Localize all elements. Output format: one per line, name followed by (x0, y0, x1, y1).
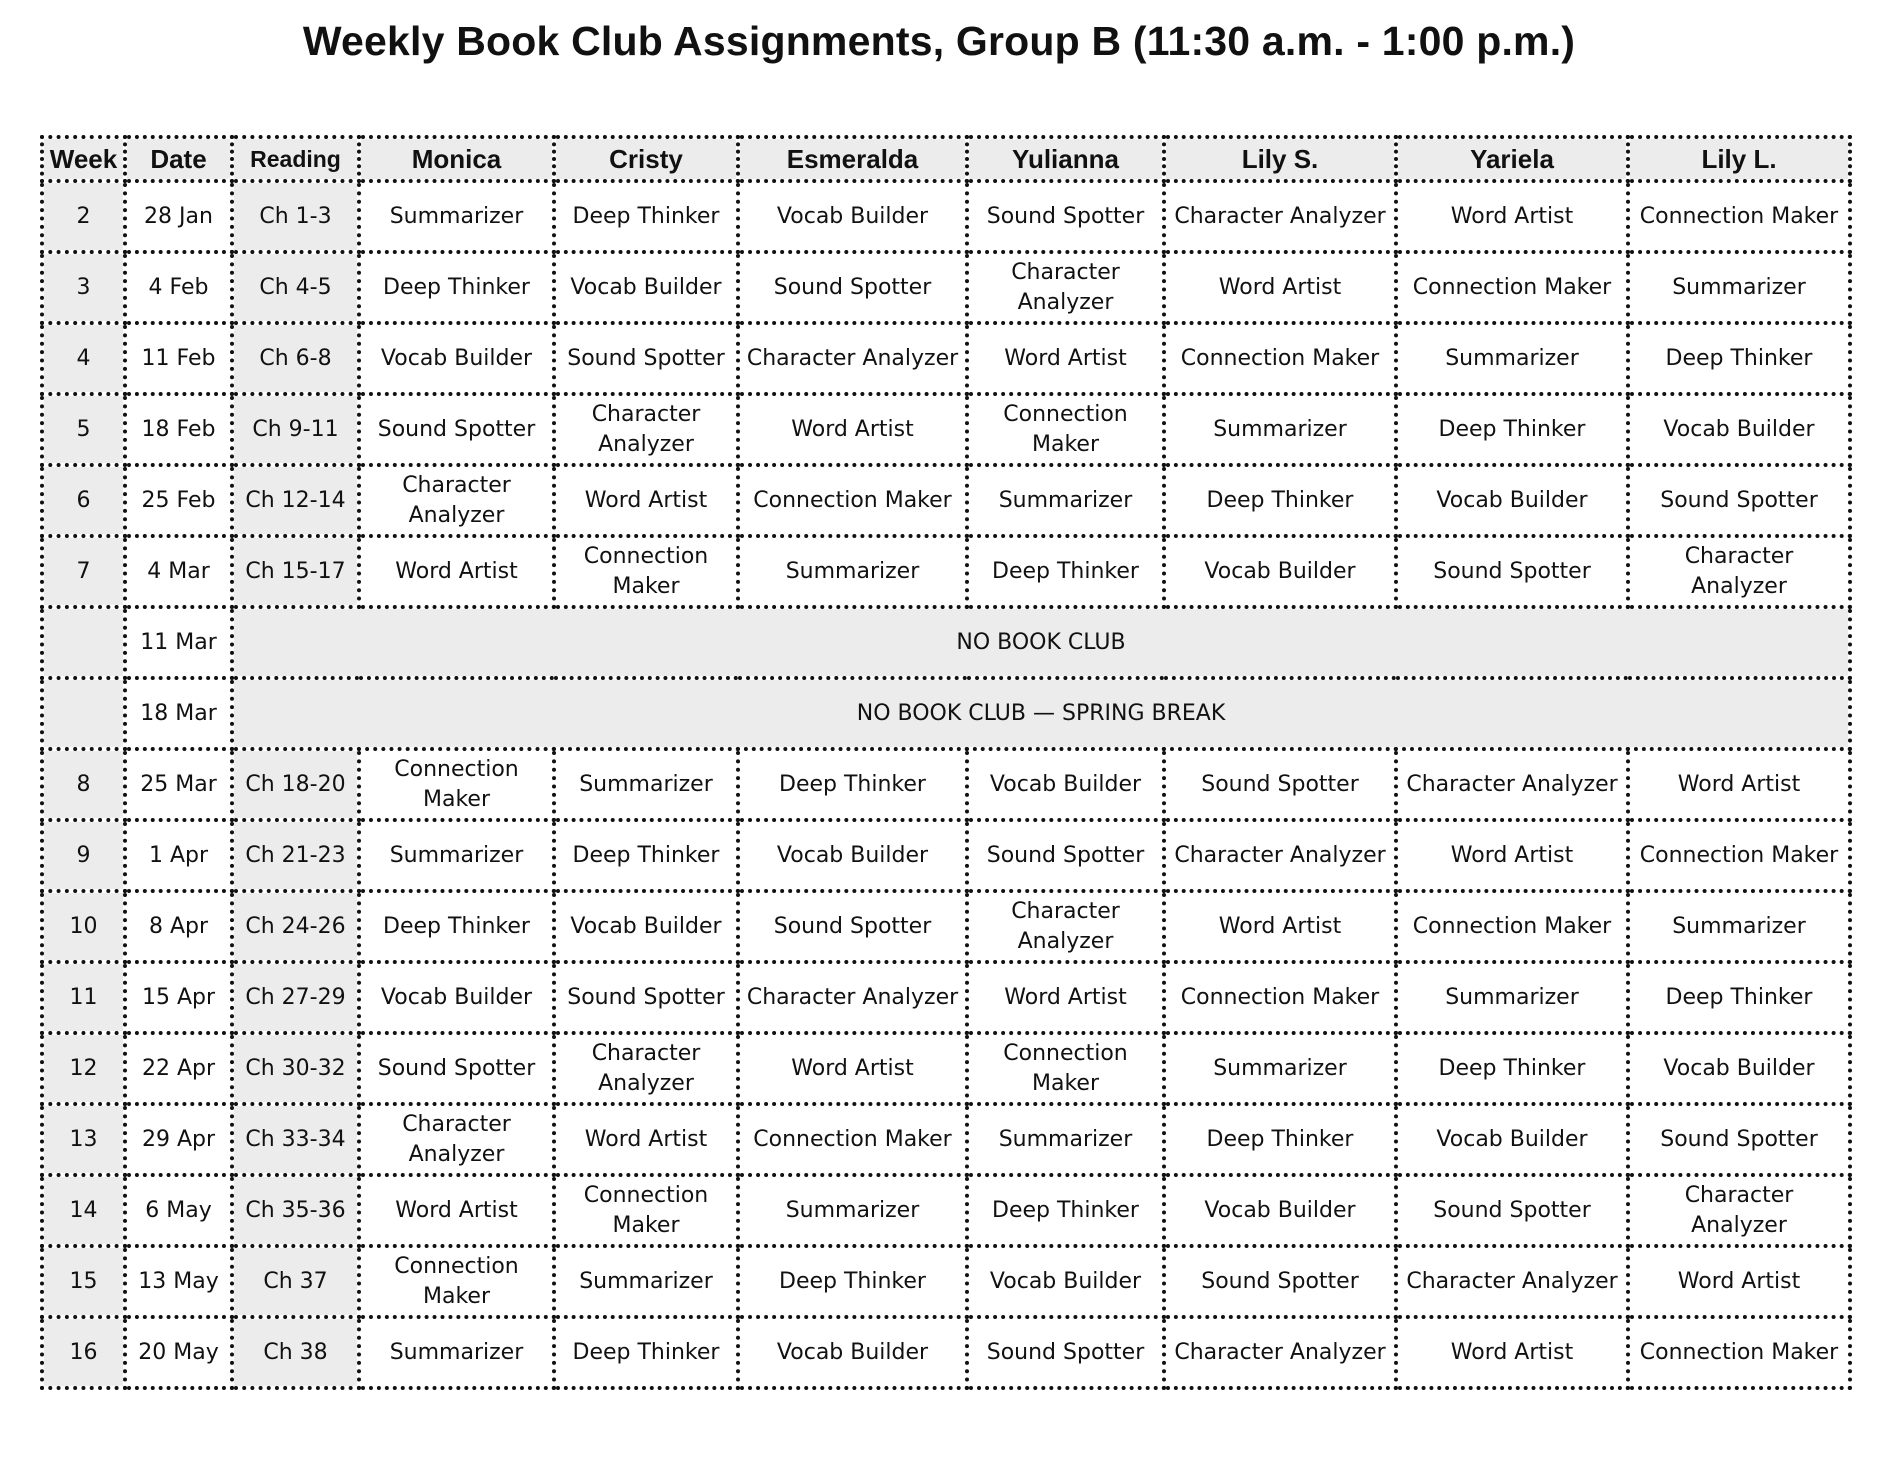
date-cell: 20 May (125, 1317, 232, 1388)
week-cell: 14 (42, 1175, 125, 1246)
role-cell: Character Analyzer (738, 962, 967, 1033)
role-cell: Sound Spotter (554, 323, 738, 394)
role-cell: Deep Thinker (738, 749, 967, 820)
role-cell: Connection Maker (359, 749, 554, 820)
reading-cell: Ch 33-34 (232, 1104, 359, 1175)
role-cell: Sound Spotter (1396, 1175, 1628, 1246)
role-cell: Sound Spotter (967, 820, 1164, 891)
role-cell: Sound Spotter (1164, 1246, 1396, 1317)
table-row (42, 962, 1850, 1033)
role-cell: Character Analyzer (1164, 181, 1396, 252)
date-cell: 18 Feb (125, 394, 232, 465)
role-cell: Word Artist (738, 1033, 967, 1104)
role-cell: Character Analyzer (1628, 1175, 1850, 1246)
role-cell: Word Artist (554, 465, 738, 536)
week-cell: 12 (42, 1033, 125, 1104)
date-cell: 11 Mar (125, 607, 232, 678)
week-cell: 3 (42, 252, 125, 323)
role-cell: Word Artist (967, 962, 1164, 1033)
role-cell: Vocab Builder (359, 962, 554, 1033)
role-cell: Vocab Builder (1164, 1175, 1396, 1246)
date-cell: 1 Apr (125, 820, 232, 891)
header-week: Week (42, 137, 125, 181)
role-cell: Connection Maker (1164, 962, 1396, 1033)
role-cell: Character Analyzer (1396, 749, 1628, 820)
role-cell: Summarizer (1396, 962, 1628, 1033)
header-lily-s: Lily S. (1164, 137, 1396, 181)
week-cell: 8 (42, 749, 125, 820)
break-row (42, 678, 1850, 749)
week-cell: 7 (42, 536, 125, 607)
role-cell: Summarizer (359, 820, 554, 891)
table-row (42, 536, 1850, 607)
role-cell: Connection Maker (1628, 1317, 1850, 1388)
role-cell: Character Analyzer (1628, 536, 1850, 607)
no-club-note: NO BOOK CLUB (232, 607, 1850, 678)
date-cell: 29 Apr (125, 1104, 232, 1175)
header-yulianna: Yulianna (967, 137, 1164, 181)
role-cell: Summarizer (1628, 252, 1850, 323)
reading-cell: Ch 24-26 (232, 891, 359, 962)
role-cell: Sound Spotter (1628, 1104, 1850, 1175)
reading-cell: Ch 9-11 (232, 394, 359, 465)
table-row (42, 1175, 1850, 1246)
role-cell: Deep Thinker (359, 891, 554, 962)
role-cell: Word Artist (1396, 820, 1628, 891)
role-cell: Summarizer (359, 1317, 554, 1388)
role-cell: Vocab Builder (738, 820, 967, 891)
reading-cell: Ch 27-29 (232, 962, 359, 1033)
role-cell: Character Analyzer (1164, 820, 1396, 891)
role-cell: Character Analyzer (554, 1033, 738, 1104)
table-row (42, 323, 1850, 394)
date-cell: 4 Mar (125, 536, 232, 607)
role-cell: Summarizer (554, 1246, 738, 1317)
role-cell: Connection Maker (1164, 323, 1396, 394)
role-cell: Character Analyzer (359, 465, 554, 536)
role-cell: Deep Thinker (554, 1317, 738, 1388)
reading-cell: Ch 38 (232, 1317, 359, 1388)
header-lily-l: Lily L. (1628, 137, 1850, 181)
role-cell: Character Analyzer (738, 323, 967, 394)
role-cell: Summarizer (359, 181, 554, 252)
role-cell: Vocab Builder (967, 749, 1164, 820)
role-cell: Vocab Builder (1628, 1033, 1850, 1104)
week-cell (42, 678, 125, 749)
role-cell: Deep Thinker (1628, 962, 1850, 1033)
role-cell: Sound Spotter (738, 252, 967, 323)
role-cell: Sound Spotter (1396, 536, 1628, 607)
table-row (42, 1246, 1850, 1317)
role-cell: Word Artist (359, 536, 554, 607)
role-cell: Deep Thinker (554, 820, 738, 891)
date-cell: 25 Feb (125, 465, 232, 536)
role-cell: Deep Thinker (1396, 394, 1628, 465)
header-reading: Reading (232, 137, 359, 181)
reading-cell: Ch 6-8 (232, 323, 359, 394)
assignment-table (40, 135, 1852, 1390)
table-row (42, 1104, 1850, 1175)
reading-cell: Ch 30-32 (232, 1033, 359, 1104)
table-row (42, 891, 1850, 962)
role-cell: Word Artist (738, 394, 967, 465)
table-row (42, 1033, 1850, 1104)
table-row (42, 820, 1850, 891)
table-row (42, 749, 1850, 820)
role-cell: Sound Spotter (738, 891, 967, 962)
reading-cell: Ch 37 (232, 1246, 359, 1317)
role-cell: Word Artist (1628, 749, 1850, 820)
table-body (42, 181, 1850, 1388)
role-cell: Sound Spotter (967, 181, 1164, 252)
role-cell: Character Analyzer (967, 252, 1164, 323)
week-cell: 9 (42, 820, 125, 891)
role-cell: Summarizer (967, 465, 1164, 536)
role-cell: Summarizer (554, 749, 738, 820)
date-cell: 11 Feb (125, 323, 232, 394)
role-cell: Summarizer (738, 1175, 967, 1246)
week-cell: 4 (42, 323, 125, 394)
role-cell: Sound Spotter (359, 1033, 554, 1104)
date-cell: 8 Apr (125, 891, 232, 962)
role-cell: Word Artist (1396, 181, 1628, 252)
role-cell: Summarizer (1164, 1033, 1396, 1104)
role-cell: Deep Thinker (1628, 323, 1850, 394)
reading-cell: Ch 1-3 (232, 181, 359, 252)
role-cell: Vocab Builder (554, 252, 738, 323)
header-monica: Monica (359, 137, 554, 181)
role-cell: Vocab Builder (738, 1317, 967, 1388)
role-cell: Deep Thinker (967, 536, 1164, 607)
table-row (42, 252, 1850, 323)
table-row (42, 465, 1850, 536)
role-cell: Deep Thinker (738, 1246, 967, 1317)
role-cell: Deep Thinker (554, 181, 738, 252)
role-cell: Sound Spotter (967, 1317, 1164, 1388)
role-cell: Summarizer (1628, 891, 1850, 962)
header-row (42, 137, 1850, 181)
date-cell: 13 May (125, 1246, 232, 1317)
break-row (42, 607, 1850, 678)
table-row (42, 181, 1850, 252)
header-yariela: Yariela (1396, 137, 1628, 181)
reading-cell: Ch 4-5 (232, 252, 359, 323)
role-cell: Word Artist (1164, 891, 1396, 962)
header-date: Date (125, 137, 232, 181)
header-cristy: Cristy (554, 137, 738, 181)
role-cell: Connection Maker (738, 465, 967, 536)
role-cell: Word Artist (359, 1175, 554, 1246)
week-cell (42, 607, 125, 678)
role-cell: Character Analyzer (359, 1104, 554, 1175)
role-cell: Connection Maker (967, 394, 1164, 465)
role-cell: Character Analyzer (1396, 1246, 1628, 1317)
role-cell: Vocab Builder (359, 323, 554, 394)
role-cell: Vocab Builder (1396, 465, 1628, 536)
role-cell: Deep Thinker (359, 252, 554, 323)
reading-cell: Ch 12-14 (232, 465, 359, 536)
role-cell: Deep Thinker (1164, 465, 1396, 536)
date-cell: 18 Mar (125, 678, 232, 749)
role-cell: Summarizer (738, 536, 967, 607)
role-cell: Summarizer (967, 1104, 1164, 1175)
role-cell: Word Artist (1164, 252, 1396, 323)
date-cell: 22 Apr (125, 1033, 232, 1104)
role-cell: Character Analyzer (967, 891, 1164, 962)
role-cell: Sound Spotter (359, 394, 554, 465)
no-club-note: NO BOOK CLUB — SPRING BREAK (232, 678, 1850, 749)
table-row (42, 1317, 1850, 1388)
reading-cell: Ch 21-23 (232, 820, 359, 891)
role-cell: Vocab Builder (1396, 1104, 1628, 1175)
role-cell: Connection Maker (1628, 181, 1850, 252)
role-cell: Sound Spotter (1164, 749, 1396, 820)
role-cell: Word Artist (967, 323, 1164, 394)
date-cell: 4 Feb (125, 252, 232, 323)
week-cell: 15 (42, 1246, 125, 1317)
role-cell: Connection Maker (554, 1175, 738, 1246)
role-cell: Connection Maker (967, 1033, 1164, 1104)
role-cell: Summarizer (1164, 394, 1396, 465)
role-cell: Connection Maker (738, 1104, 967, 1175)
table-row (42, 394, 1850, 465)
role-cell: Vocab Builder (967, 1246, 1164, 1317)
role-cell: Summarizer (1396, 323, 1628, 394)
week-cell: 16 (42, 1317, 125, 1388)
week-cell: 11 (42, 962, 125, 1033)
week-cell: 2 (42, 181, 125, 252)
reading-cell: Ch 15-17 (232, 536, 359, 607)
role-cell: Connection Maker (1396, 891, 1628, 962)
role-cell: Vocab Builder (1164, 536, 1396, 607)
week-cell: 13 (42, 1104, 125, 1175)
role-cell: Deep Thinker (967, 1175, 1164, 1246)
role-cell: Word Artist (554, 1104, 738, 1175)
date-cell: 28 Jan (125, 181, 232, 252)
role-cell: Sound Spotter (1628, 465, 1850, 536)
role-cell: Connection Maker (1628, 820, 1850, 891)
role-cell: Connection Maker (1396, 252, 1628, 323)
role-cell: Vocab Builder (554, 891, 738, 962)
role-cell: Connection Maker (554, 536, 738, 607)
reading-cell: Ch 35-36 (232, 1175, 359, 1246)
role-cell: Word Artist (1396, 1317, 1628, 1388)
role-cell: Character Analyzer (1164, 1317, 1396, 1388)
date-cell: 15 Apr (125, 962, 232, 1033)
week-cell: 5 (42, 394, 125, 465)
role-cell: Deep Thinker (1164, 1104, 1396, 1175)
role-cell: Vocab Builder (1628, 394, 1850, 465)
role-cell: Vocab Builder (738, 181, 967, 252)
header-esmeralda: Esmeralda (738, 137, 967, 181)
week-cell: 10 (42, 891, 125, 962)
role-cell: Character Analyzer (554, 394, 738, 465)
role-cell: Deep Thinker (1396, 1033, 1628, 1104)
date-cell: 6 May (125, 1175, 232, 1246)
reading-cell: Ch 18-20 (232, 749, 359, 820)
week-cell: 6 (42, 465, 125, 536)
role-cell: Word Artist (1628, 1246, 1850, 1317)
role-cell: Sound Spotter (554, 962, 738, 1033)
date-cell: 25 Mar (125, 749, 232, 820)
page-title: Weekly Book Club Assignments, Group B (11:30 a.m. - 1:00 p.m.) (302, 18, 1576, 64)
role-cell: Connection Maker (359, 1246, 554, 1317)
